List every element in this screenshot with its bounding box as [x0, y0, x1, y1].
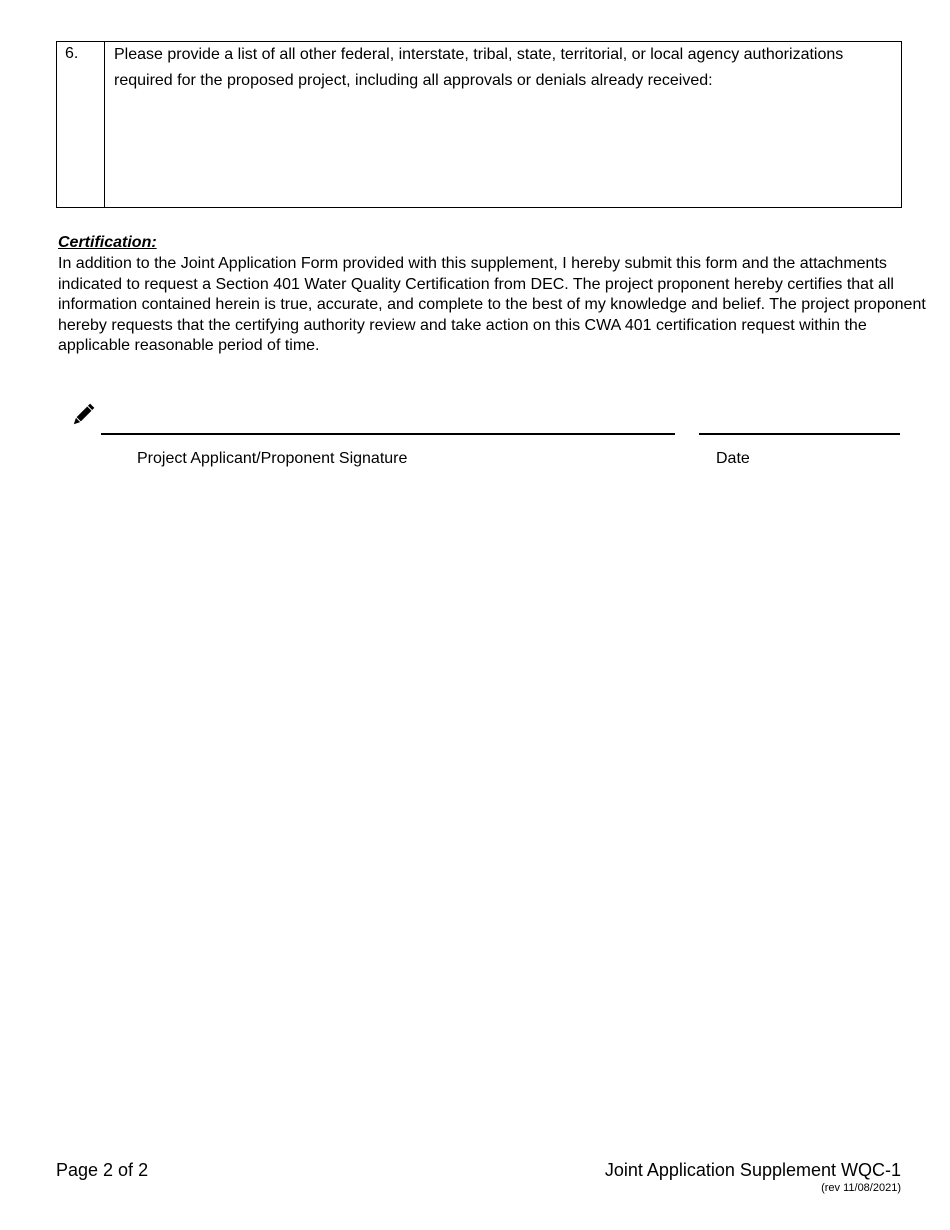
question-cell [105, 42, 901, 207]
pencil-icon [70, 402, 96, 428]
footer-title: Joint Application Supplement WQC-1 [604, 1160, 901, 1180]
date-field[interactable] [699, 433, 900, 435]
signature-label: Project Applicant/Proponent Signature [137, 450, 408, 467]
footer-revision: (rev 11/08/2021) [821, 1182, 901, 1194]
footer-document-info [605, 1160, 901, 1194]
question-number: 6. [57, 42, 105, 207]
certification-heading: Certification: [58, 234, 157, 251]
certification-text: In addition to the Joint Application Form provided with this supplement, I hereby submit this form and the attachments indicated to request a Section 401 Water Quality Certification from DEC. The project proponent hereby certifies that all information contained herein is true, accurate, and complete to the best of my knowledge and belief. The project proponent hereby requests that the certifying authority review and take action on this CWA 401 certification request within the applicable reasonable period of time. [58, 255, 926, 354]
page-number: Page 2 of 2 [56, 1160, 149, 1180]
question-text: Please provide a list of all other federal, interstate, tribal, state, territorial, or local agency authorizations required for the proposed project, including all approvals or denials already received: [114, 46, 844, 89]
signature-field[interactable] [101, 433, 675, 435]
question-answer-field[interactable] [114, 94, 895, 174]
question-6-table [56, 41, 902, 208]
date-label: Date [716, 450, 750, 467]
